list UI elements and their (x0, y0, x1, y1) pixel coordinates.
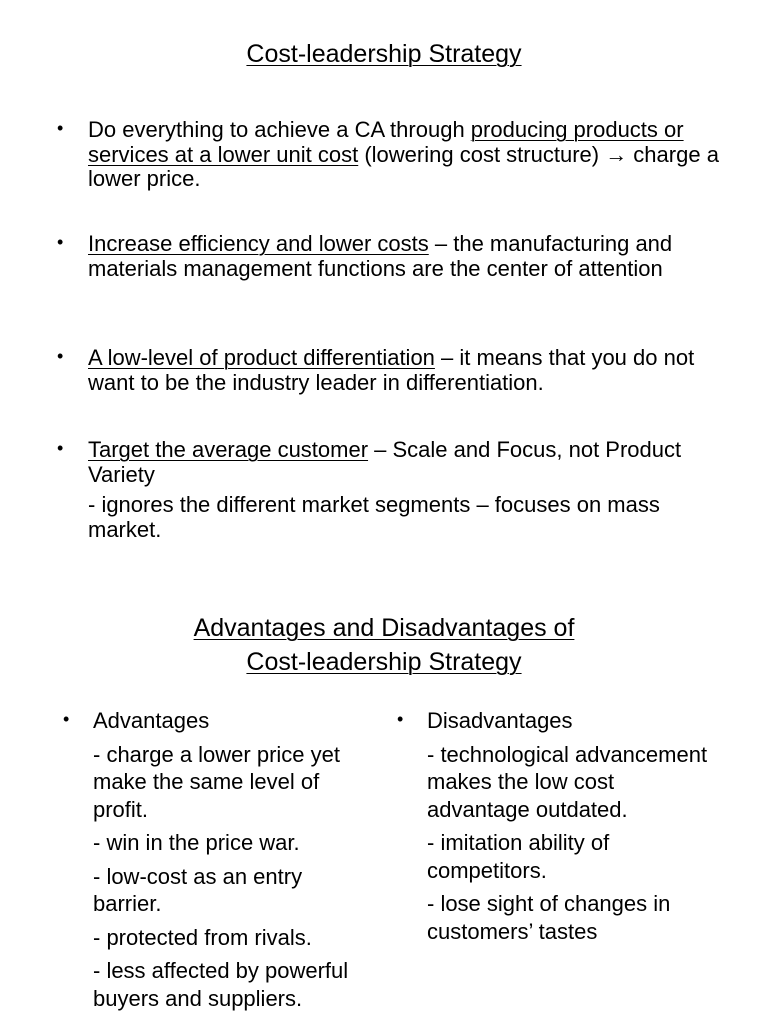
disadvantages-column (397, 707, 717, 945)
advantage-item: - win in the price war. (93, 830, 300, 855)
advantage-item: - less affected by powerful buyers and suppliers. (93, 958, 349, 1011)
bullet-icon: • (397, 709, 404, 729)
bullet-icon: • (57, 346, 64, 366)
bullet-subtext: - ignores the different market segments – focuses on mass market. (88, 492, 660, 542)
bullet-text: Increase efficiency and lower costs – the manufacturing and materials management functions are the center of attention (88, 231, 673, 281)
section-title-line2: Cost-leadership Strategy (246, 648, 522, 676)
advantages-column (63, 707, 363, 1012)
bullet-text: Target the average customer – Scale and Focus, not Product Variety - ignores the different market segments – focuses on mass market. (88, 438, 736, 542)
advantages-heading: Advantages (93, 708, 210, 733)
bullet-text: A low-level of product differentiation – it means that you do not want to be the industry leader in differentiation. (88, 345, 695, 395)
bullet-icon: • (57, 438, 64, 458)
advantage-item: - low-cost as an entry barrier. (93, 863, 303, 916)
disadvantage-item: - technological advancement makes the low cost advantage outdated. (427, 741, 708, 822)
section-title-line1: Advantages and Disadvantages of (193, 614, 575, 642)
disadvantages-heading: Disadvantages (427, 708, 573, 733)
bullet-text: Do everything to achieve a CA through producing products or services at a lower unit cost (lowering cost structure) → charge a lower price. (88, 117, 719, 191)
disadvantage-item: - imitation ability of competitors. (427, 830, 610, 883)
bullet-icon: • (57, 118, 64, 138)
bullet-icon: • (57, 232, 64, 252)
advantage-item: - protected from rivals. (93, 924, 312, 950)
disadvantage-item: - lose sight of changes in customers’ tastes (427, 891, 671, 944)
page-title: Cost-leadership Strategy (246, 40, 522, 68)
bullet-icon: • (63, 709, 70, 729)
advantage-item: - charge a lower price yet make the same level of profit. (93, 741, 340, 822)
